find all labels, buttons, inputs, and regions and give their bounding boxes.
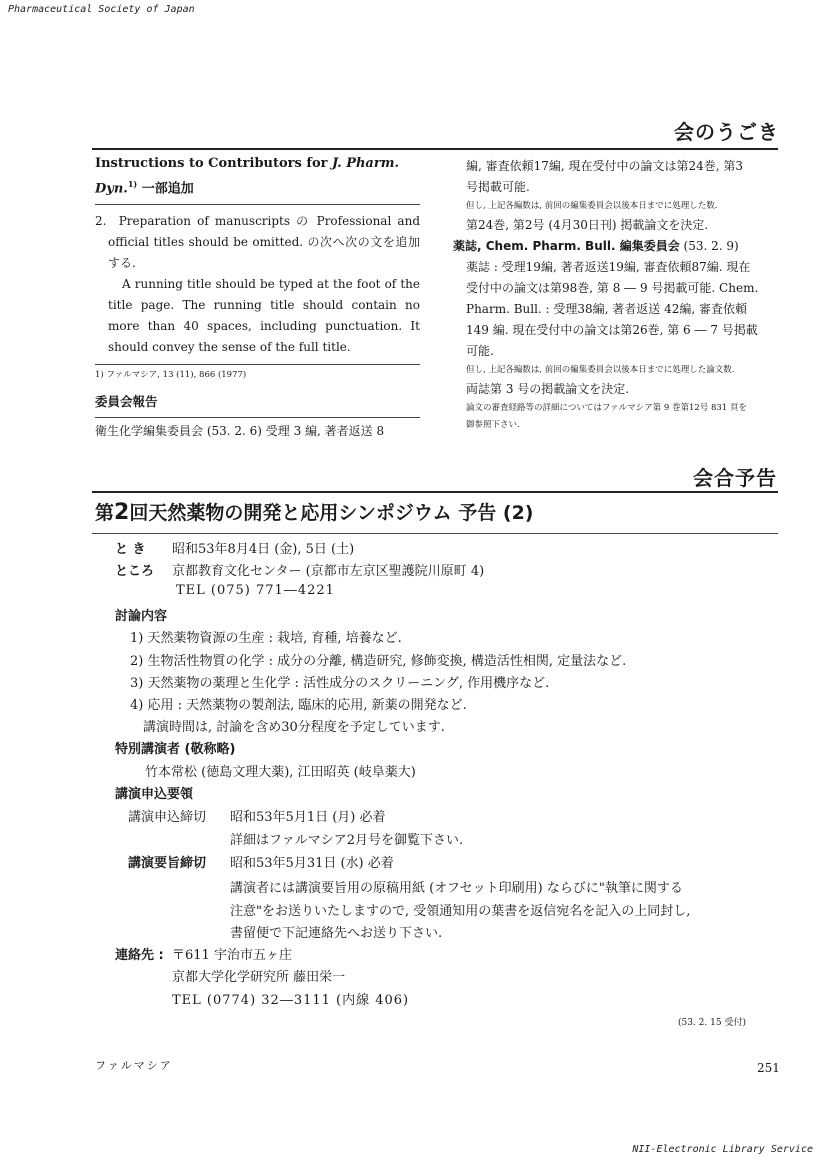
- journal-name: J. Pharm. Dyn.: [95, 156, 399, 197]
- section-title-activities: 会のうごき: [674, 120, 779, 144]
- item-text: Preparation of manuscripts の Professional and official titles should be omitted. の次へ次の文を追加する.: [108, 214, 420, 271]
- venue-tel: TEL (075) 771―4221: [176, 583, 335, 598]
- right-line-4: 両誌第 3 号の掲載論文を決定.: [466, 382, 630, 396]
- title-prefix: 第: [95, 502, 115, 524]
- p2-line-3: Pharm. Bull. : 受理38編, 著者返送 42編, 審査依頼: [466, 302, 748, 316]
- tokoro-value: 京都教育文化センター (京都市左京区聖護院川原町 4): [172, 564, 485, 579]
- heading-suffix: 一部追加: [137, 181, 194, 197]
- toki-value: 昭和53年8月4日 (金), 5日 (土): [172, 542, 355, 557]
- deadline2-note-1: 講演者には講演要旨用の原稿用紙 (オフセット印刷用) ならびに"執筆に関する: [230, 881, 683, 896]
- heading-text: Instructions to Contributors for: [95, 156, 332, 171]
- apply-label: 講演申込要領: [115, 787, 194, 802]
- deadline2-note-3: 書留便で下記連絡先へお送り下さい.: [230, 926, 443, 941]
- section-rule: [92, 148, 778, 150]
- footer-library-service: NII-Electronic Library Service: [632, 1144, 813, 1155]
- title-number: 2: [114, 500, 130, 525]
- note-2: 但し, 上記各編数は, 前回の編集委員会以後本日までに処理した論文数.: [466, 365, 735, 375]
- item-number: 2.: [95, 214, 107, 229]
- deadline2-label: 講演要旨締切: [128, 856, 207, 871]
- footer-journal-name: ファルマシア: [95, 1059, 173, 1072]
- left-column: [95, 153, 420, 442]
- symposium-rule: [92, 533, 778, 534]
- speakers-label: 特別講演者 (敬称略): [115, 742, 236, 757]
- note-1: 但し, 上記各編数は, 前回の編集委員会以後本日までに処理した数.: [466, 201, 718, 211]
- committee-date: (53. 2. 9): [683, 239, 739, 253]
- right-line-1: 編, 審査依頼17編, 現在受付中の論文は第24巻, 第3: [466, 159, 744, 173]
- section-rule-2: [92, 491, 778, 493]
- header-library-name: Pharmaceutical Society of Japan: [8, 4, 195, 15]
- committee-rule: [95, 417, 420, 418]
- section-title-meetings: 会合予告: [693, 466, 777, 490]
- deadline1-value: 昭和53年5月1日 (月) 必着: [230, 810, 386, 825]
- right-column: [453, 156, 780, 434]
- title-main: 回天然薬物の開発と応用シンポジウム 予告 (2): [129, 502, 534, 524]
- contributors-heading: [95, 153, 420, 199]
- speakers: 竹本常松 (徳島文理大薬), 江田昭英 (岐阜薬大): [145, 765, 416, 780]
- footnote-marker: 1): [127, 179, 138, 189]
- deadline1-note: 詳細はファルマシア2月号を御覧下さい.: [230, 833, 464, 848]
- footnote: 1) ファルマシア, 13 (11), 866 (1977): [95, 370, 247, 381]
- page-number: 251: [757, 1061, 780, 1075]
- toki-label: と き: [115, 542, 146, 557]
- topics-label: 討論内容: [115, 609, 168, 624]
- p2-line-2: 受付中の論文は第98巻, 第 8 ― 9 号掲載可能. Chem.: [466, 281, 759, 295]
- deadline2-note-2: 注意"をお送りいたしますので, 受領通知用の葉書を返信宛名を記入の上同封し,: [230, 904, 691, 919]
- footnote-rule: [95, 364, 420, 365]
- heading-rule: [95, 204, 420, 205]
- committee-line: 衛生化学編集委員会 (53. 2. 6) 受理 3 編, 著者返送 8: [95, 424, 385, 439]
- contact-tel: TEL (0774) 32―3111 (内線 406): [172, 993, 410, 1008]
- p2-line-1: 薬誌 : 受理19編, 著者返送19編, 審査依頼87編. 現在: [466, 260, 751, 274]
- p2-line-4: 149 編. 現在受付中の論文は第26巻, 第 6 ― 7 号掲載: [466, 323, 758, 337]
- p2-line-5: 可能.: [466, 344, 494, 358]
- note-4: 御参照下さい.: [466, 420, 520, 430]
- committee-heading: 委員会報告: [95, 394, 158, 410]
- tokoro-label: ところ: [115, 564, 155, 579]
- committee-heading-2: 薬誌, Chem. Pharm. Bull. 編集委員会: [453, 239, 680, 253]
- committee-report: [95, 421, 420, 442]
- right-line-3: 第24巻, 第2号 (4月30日刊) 掲載論文を決定.: [466, 218, 709, 232]
- contact-zip: 〒611 宇治市五ヶ庄: [172, 948, 292, 963]
- topic-item: 4) 応用 : 天然薬物の製剤法, 臨床的応用, 新薬の開発など.: [130, 698, 467, 713]
- received-date: (53. 2. 15 受付): [678, 1018, 746, 1028]
- right-line-2: 号掲載可能.: [466, 180, 530, 194]
- symposium-title: [95, 498, 533, 525]
- topics-note: 講演時間は, 討論を含め30分程度を予定しています.: [143, 720, 445, 735]
- topic-item: 2) 生物活性物質の化学 : 成分の分離, 構造研究, 修飾変換, 構造活性相関, 定量法など.: [130, 654, 627, 669]
- deadline1-label: 講演申込締切: [128, 810, 207, 825]
- deadline2-value: 昭和53年5月31日 (水) 必着: [230, 856, 394, 871]
- topic-item: 3) 天然薬物の薬理と生化学 : 活性成分のスクリーニング, 作用機序など.: [130, 676, 550, 691]
- contact-org: 京都大学化学研究所 藤田栄一: [172, 970, 346, 985]
- running-title-text: A running title should be typed at the foot of the title page. The running title should contain no more than 40 spaces, including punctuation. It should convey the sense of the full title.: [108, 277, 420, 355]
- note-3: 論文の審査経路等の詳細についてはファルマシア第 9 巻第12号 831 頁を: [466, 403, 747, 413]
- topic-item: 1) 天然薬物資源の生産 : 栽培, 育種, 培養など.: [130, 631, 402, 646]
- contact-label: 連絡先 :: [115, 948, 164, 963]
